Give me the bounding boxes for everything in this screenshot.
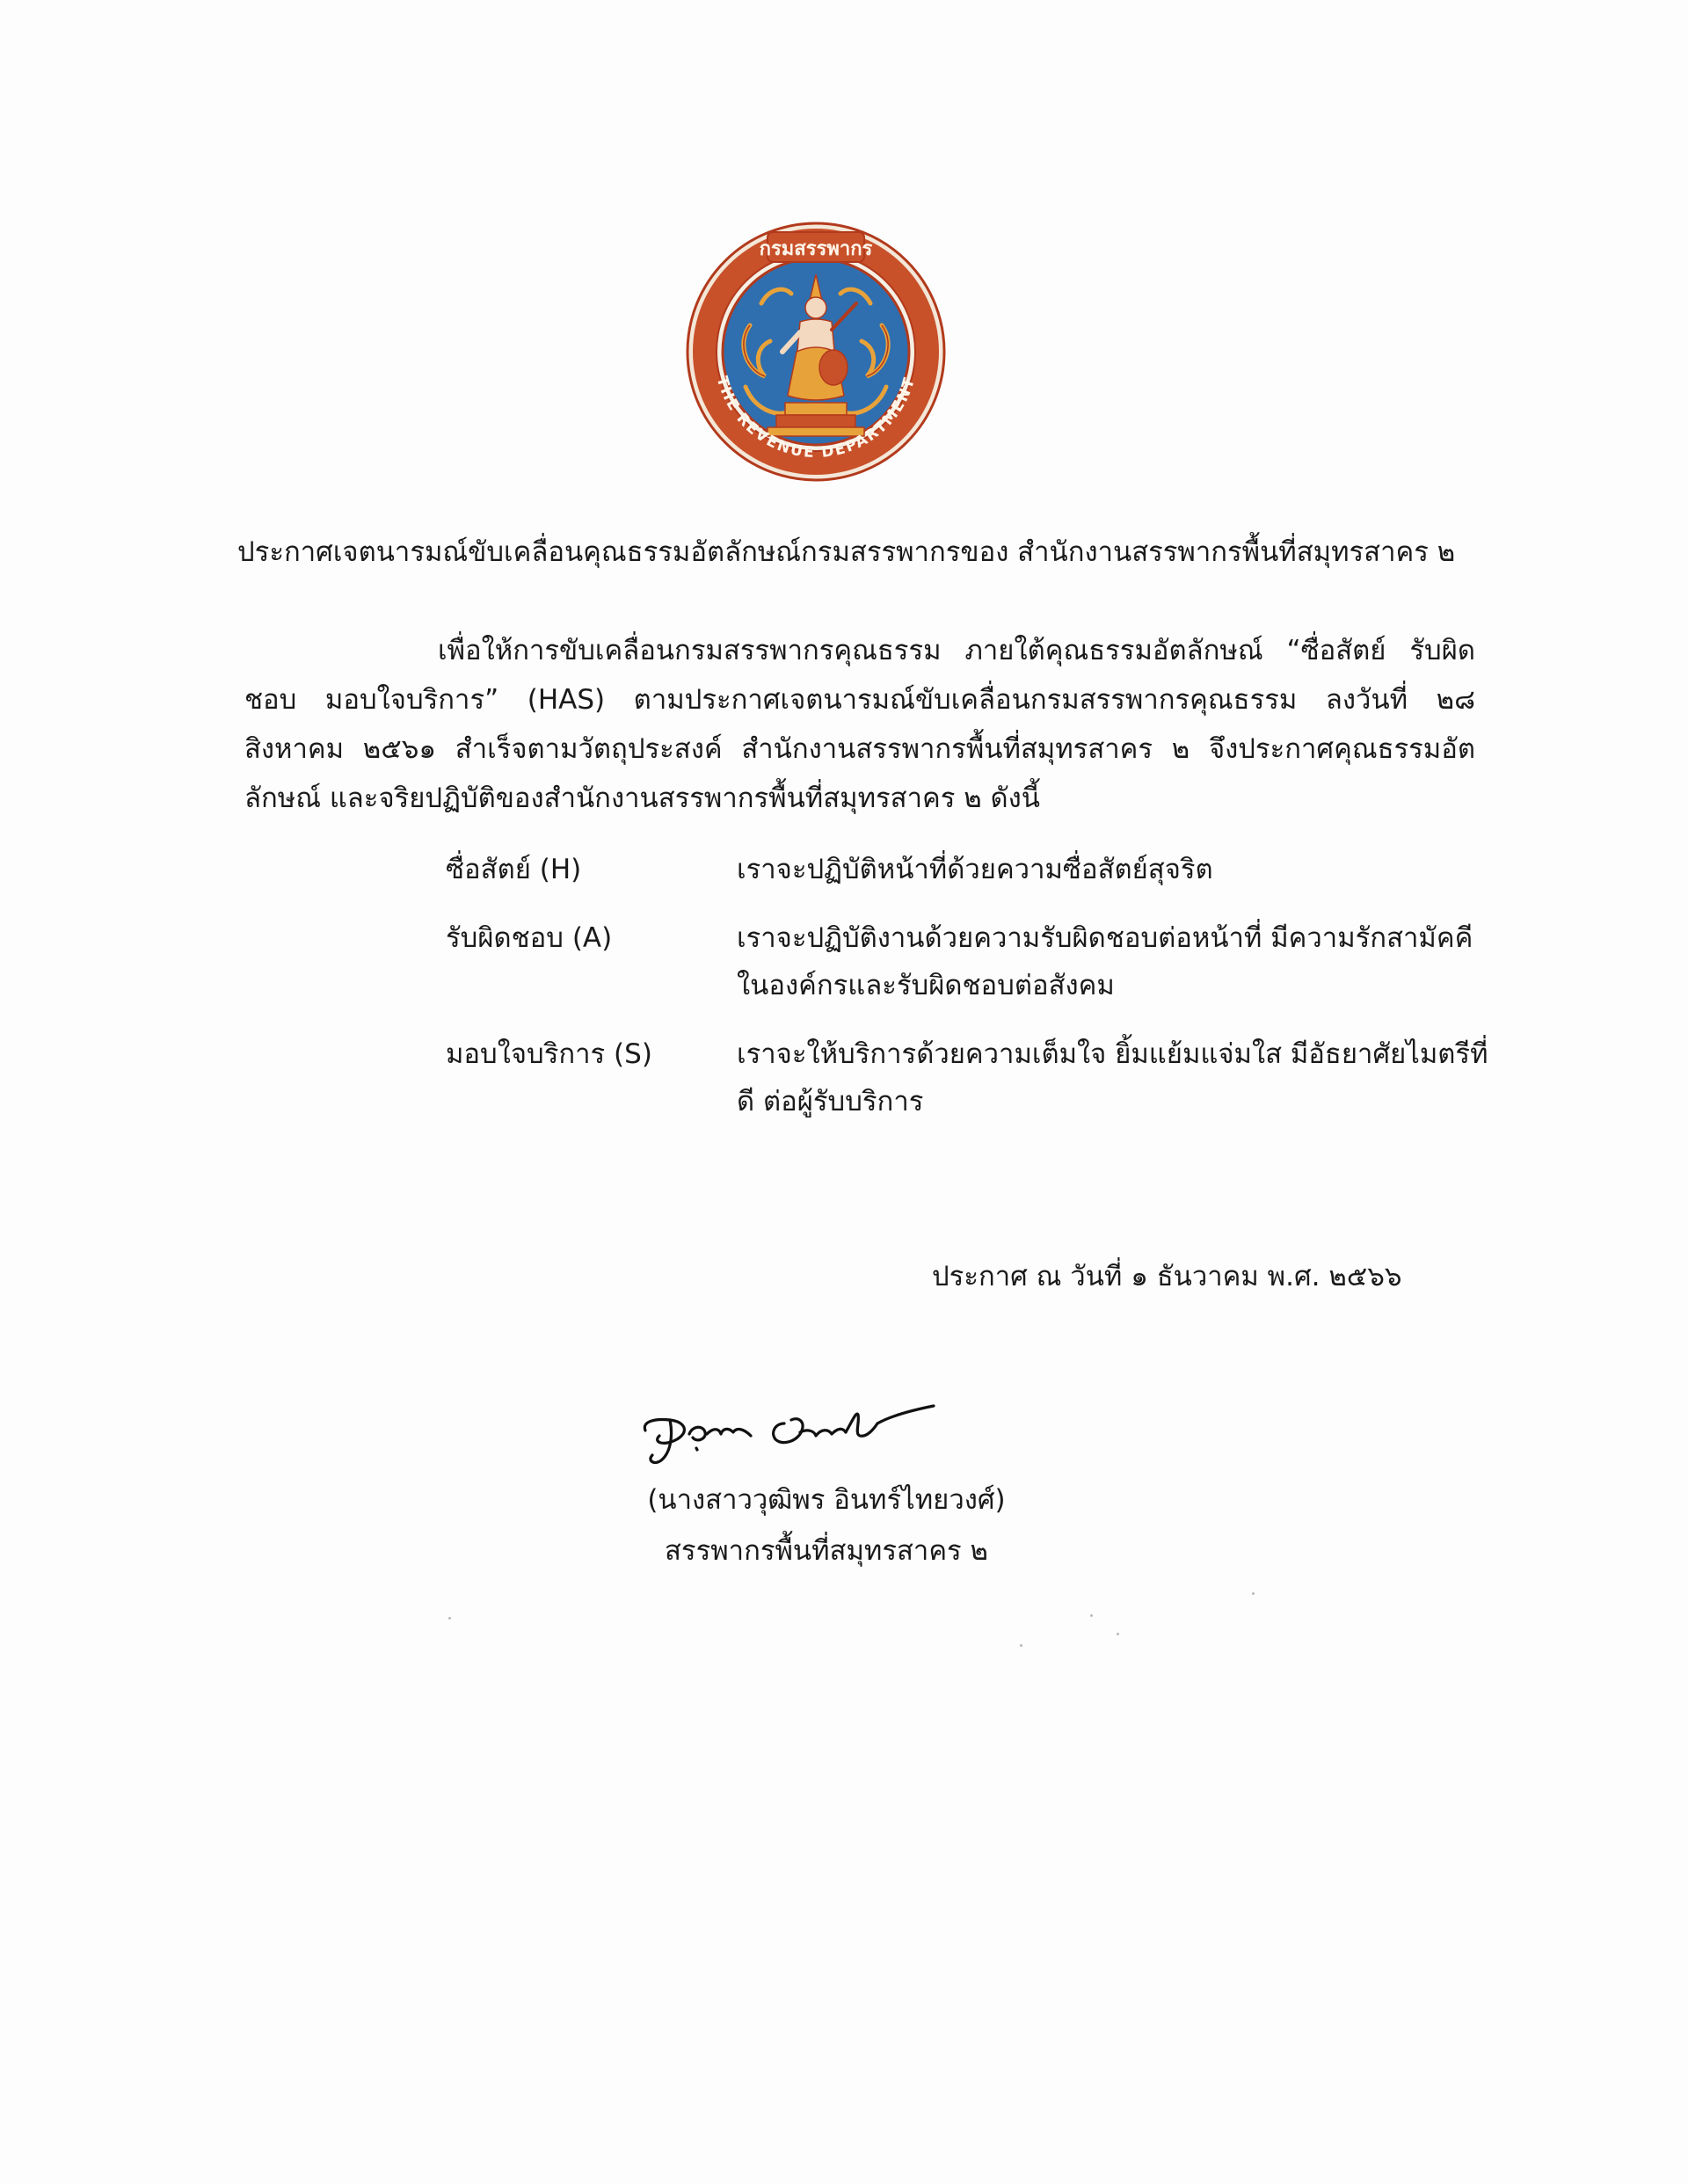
document-title: ประกาศเจตนารมณ์ขับเคลื่อนคุณธรรมอัตลักษณ์กรมสรรพากรของ สำนักงานสรรพากรพื้นที่สมุทรสาคร ๒ bbox=[237, 536, 1456, 568]
value-row-accountability bbox=[446, 914, 1501, 1009]
handwritten-signature bbox=[635, 1376, 951, 1473]
declaration-date: ประกาศ ณ วันที่ ๑ ธันวาคม พ.ศ. ๒๕๖๖ bbox=[932, 1261, 1402, 1292]
value-row-service bbox=[446, 1030, 1501, 1125]
seal-bottom-text: THE REVENUE DEPARTMENT bbox=[712, 374, 920, 462]
value-description: เราจะปฏิบัติงานด้วยความรับผิดชอบต่อหน้าที่ มีความรักสามัคคี ในองค์กรและรับผิดชอบต่อสังคม bbox=[737, 922, 1473, 1001]
value-description: เราจะให้บริการด้วยความเต็มใจ ยิ้มแย้มแจ่มใส มีอัธยาศัยไมตรีที่ดี ต่อผู้รับบริการ bbox=[737, 1038, 1488, 1117]
scan-speck bbox=[448, 1617, 451, 1620]
signer-position: สรรพากรพื้นที่สมุทรสาคร ๒ bbox=[665, 1535, 988, 1567]
value-row-honesty bbox=[446, 846, 1501, 893]
value-description: เราจะปฏิบัติหน้าที่ด้วยความซื่อสัตย์สุจริต bbox=[737, 854, 1213, 885]
value-name: ซื่อสัตย์ (H) bbox=[446, 854, 582, 885]
value-name: รับผิดชอบ (A) bbox=[446, 922, 613, 954]
revenue-department-seal bbox=[684, 220, 948, 484]
value-name: มอบใจบริการ (S) bbox=[446, 1038, 652, 1070]
scan-speck bbox=[1090, 1614, 1093, 1617]
values-list bbox=[446, 846, 1501, 1125]
scan-speck bbox=[1020, 1644, 1022, 1647]
scan-speck bbox=[1252, 1592, 1255, 1595]
seal-top-text: กรมสรรพากร bbox=[759, 238, 873, 260]
intro-paragraph: เพื่อให้การขับเคลื่อนกรมสรรพากรคุณธรรม ภายใต้คุณธรรมอัตลักษณ์ “ซื่อสัตย์ รับผิดชอบ มอบใจบริการ” (HAS) ตามประกาศเจตนารมณ์ขับเคลื่อนกรมสรรพากรคุณธรรม ลงวันที่ ๒๘ สิงหาคม ๒๕๖๑ สำเร็จตามวัตถุประสงค์ สำนักงานสรรพากรพื้นที่สมุทรสาคร ๒ จึงประกาศคุณธรรมอัตลักษณ์ และจริยปฏิบัติของสำนักงานสรรพากรพื้นที่สมุทรสาคร ๒ ดังนี้ bbox=[244, 635, 1475, 814]
signer-name: (นางสาววุฒิพร อินทร์ไทยวงศ์) bbox=[647, 1484, 1006, 1516]
scan-speck bbox=[1117, 1633, 1119, 1635]
